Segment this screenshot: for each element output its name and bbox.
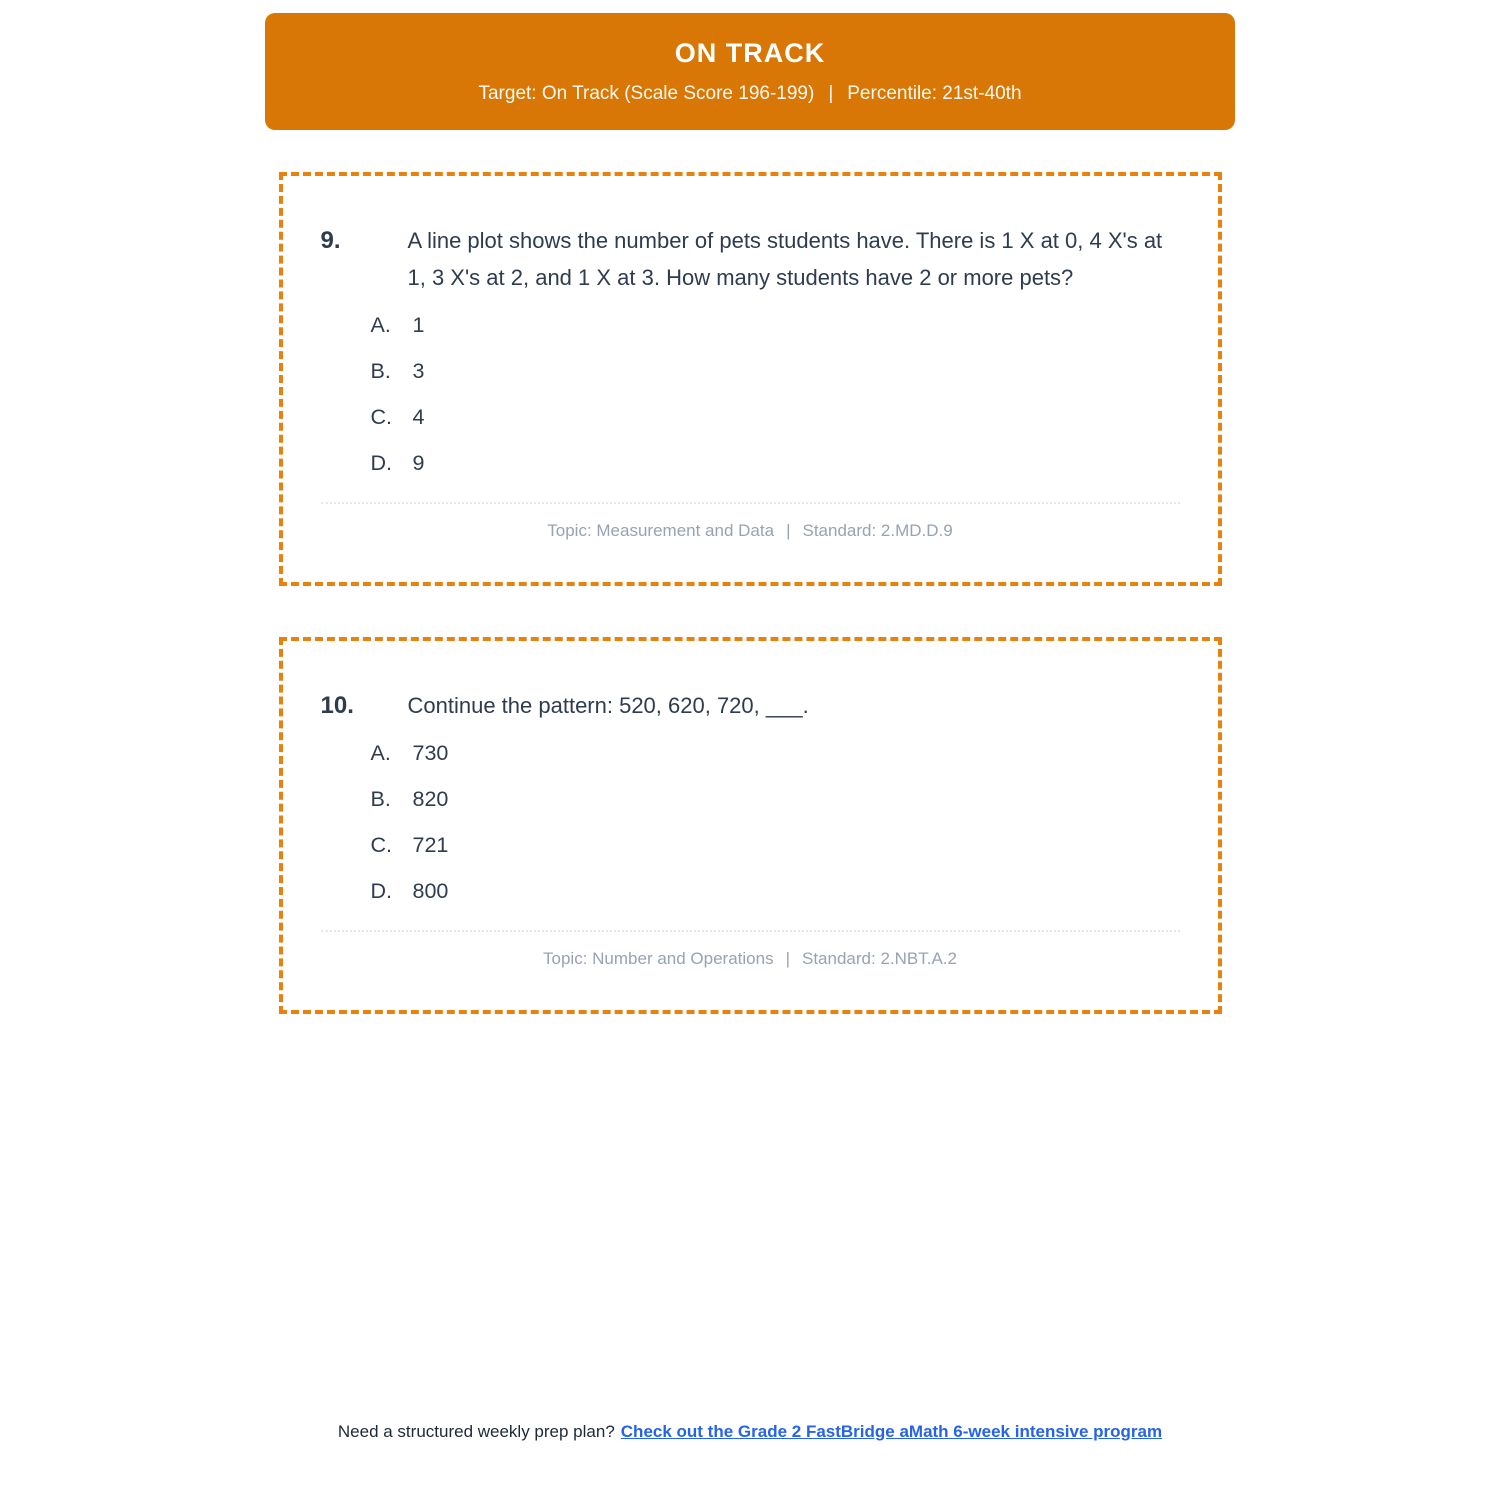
option-row-d — [371, 868, 1180, 914]
question-text: A line plot shows the number of pets students have. There is 1 X at 0, 4 X's at 1, 3 X's at 2, and 1 X at 3. How many students have 2 or more pets? — [407, 228, 1163, 290]
question-card-9 — [279, 172, 1222, 586]
option-letter: C. — [370, 405, 392, 429]
level-banner — [265, 13, 1235, 130]
option-value: 800 — [412, 879, 449, 903]
question-meta — [321, 948, 1180, 970]
option-row-b — [371, 348, 1180, 394]
standard-label: Standard: 2.NBT.A.2 — [802, 949, 957, 968]
footer-link[interactable]: Check out the Grade 2 FastBridge aMath 6-week intensive program — [620, 1422, 1163, 1441]
option-value: 820 — [412, 787, 449, 811]
option-value: 4 — [412, 405, 425, 429]
option-value: 3 — [412, 359, 425, 383]
subtitle-separator: | — [828, 83, 834, 104]
percentile-label: Percentile: 21st-40th — [847, 83, 1022, 104]
question-number: 9. — [320, 227, 341, 254]
option-letter: D. — [370, 451, 392, 475]
worksheet-page — [265, 0, 1235, 1442]
card-divider — [321, 930, 1180, 932]
option-row-d — [371, 440, 1180, 486]
option-row-a — [371, 302, 1180, 348]
question-row — [321, 222, 1180, 296]
option-letter: B. — [370, 787, 391, 811]
banner-title: ON TRACK — [674, 38, 826, 68]
option-value: 9 — [412, 451, 425, 475]
option-row-c — [371, 394, 1180, 440]
option-letter: A. — [370, 741, 391, 765]
option-letter: B. — [370, 359, 391, 383]
meta-separator: | — [786, 521, 791, 540]
topic-label: Topic: Number and Operations — [543, 949, 774, 968]
footer-text: Need a structured weekly prep plan? — [337, 1422, 615, 1441]
card-divider — [321, 502, 1180, 504]
option-value: 730 — [412, 741, 449, 765]
option-letter: D. — [370, 879, 392, 903]
options-list — [321, 302, 1180, 486]
meta-separator: | — [785, 949, 790, 968]
option-value: 721 — [412, 833, 449, 857]
topic-label: Topic: Measurement and Data — [547, 521, 775, 540]
footer-cta — [265, 1422, 1235, 1442]
question-card-10 — [279, 637, 1222, 1014]
banner-subtitle — [478, 83, 1021, 105]
option-row-a — [371, 730, 1180, 776]
option-letter: A. — [370, 313, 391, 337]
question-meta — [321, 520, 1180, 542]
option-row-b — [371, 776, 1180, 822]
target-label: Target: On Track (Scale Score 196-199) — [478, 83, 815, 104]
options-list — [321, 730, 1180, 914]
question-text: Continue the pattern: 520, 620, 720, ___. — [407, 693, 809, 718]
standard-label: Standard: 2.MD.D.9 — [802, 521, 953, 540]
question-row — [321, 687, 1180, 724]
option-value: 1 — [412, 313, 425, 337]
option-letter: C. — [370, 833, 392, 857]
question-number: 10. — [320, 692, 354, 719]
option-row-c — [371, 822, 1180, 868]
